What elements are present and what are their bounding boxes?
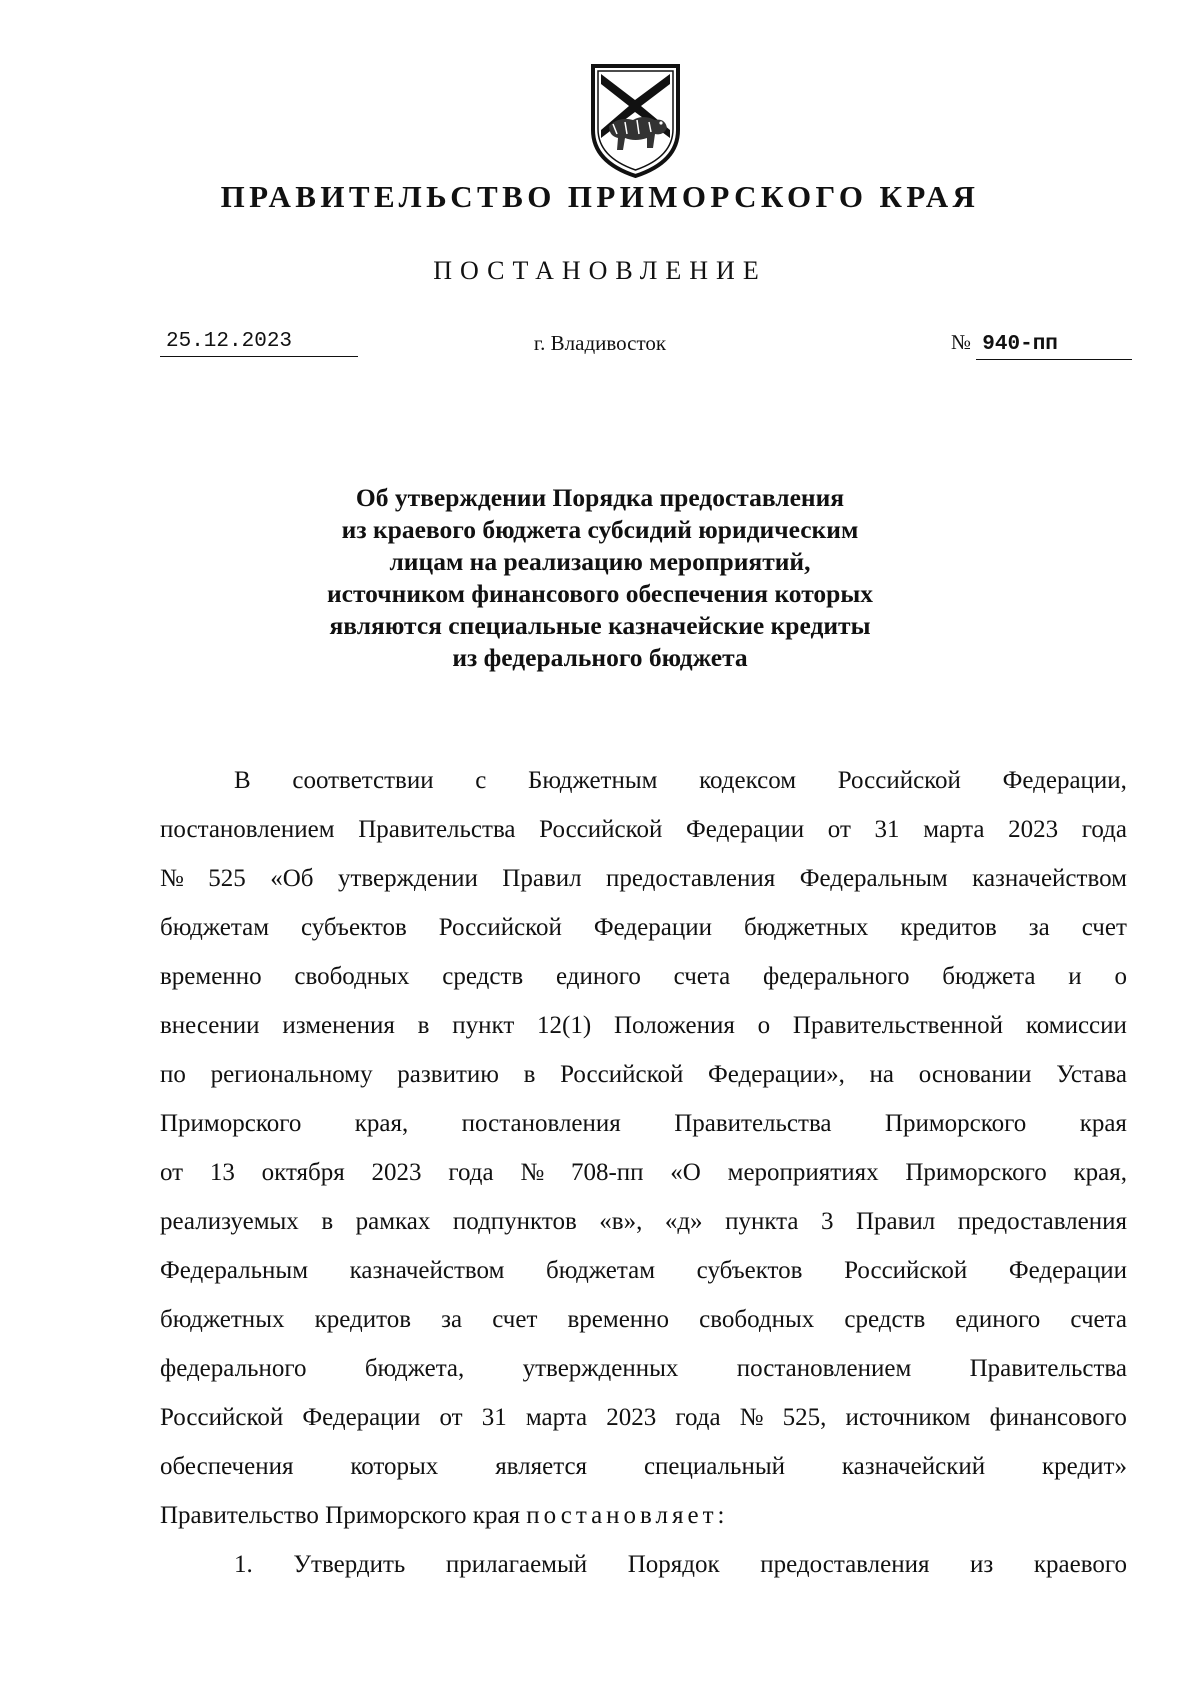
word: бюджетам: [160, 914, 270, 941]
organization-title: ПРАВИТЕЛЬСТВО ПРИМОРСКОГО КРАЯ: [220, 179, 980, 214]
word: субъектов: [696, 1257, 803, 1284]
word: по: [160, 1061, 186, 1088]
word: является: [495, 1453, 588, 1480]
word: года: [675, 1404, 721, 1431]
word: федерального: [160, 1355, 307, 1382]
body-line: [160, 1442, 1127, 1491]
word: от: [160, 1159, 184, 1186]
word: Федерации»,: [708, 1061, 845, 1088]
word: прилагаемый: [445, 1551, 588, 1578]
word: Правил: [502, 865, 582, 892]
word: утверждении: [337, 865, 478, 892]
word: «О: [670, 1159, 701, 1186]
word: 13: [209, 1159, 235, 1186]
word: предоставления: [957, 1208, 1127, 1235]
closing-decree-word: постановляет:: [526, 1502, 729, 1529]
word: в: [321, 1208, 334, 1235]
word: Правительства: [674, 1110, 832, 1137]
word: Федерации,: [1002, 767, 1127, 794]
word: марта: [923, 816, 985, 843]
word: 2023: [1008, 816, 1059, 843]
document-number: [951, 328, 1132, 360]
word: 31: [874, 816, 900, 843]
word: Порядок: [627, 1551, 720, 1578]
word: которых: [350, 1453, 439, 1480]
word: Федеральным: [160, 1257, 309, 1284]
word: утвержденных: [522, 1355, 679, 1382]
word: 708-пп: [570, 1159, 644, 1186]
word: Положения: [613, 1012, 735, 1039]
word: предоставления: [760, 1551, 930, 1578]
word: кредитов: [314, 1306, 412, 1333]
body-line: [160, 952, 1127, 1001]
word: 2023: [371, 1159, 422, 1186]
word: от: [827, 816, 851, 843]
word: Российской: [438, 914, 562, 941]
word: бюджетных: [160, 1306, 285, 1333]
word: Правил: [855, 1208, 936, 1235]
word: 1.: [234, 1551, 253, 1578]
heading-line: Об утверждении Порядка предоставления: [355, 483, 845, 512]
word: свободных: [699, 1306, 815, 1333]
word: основании: [918, 1061, 1032, 1088]
word: рамках: [355, 1208, 431, 1235]
word: №: [160, 865, 184, 892]
word: 525,: [782, 1404, 827, 1431]
word: кредитов: [900, 914, 997, 941]
word: Федеральным: [799, 865, 948, 892]
document-body: [160, 756, 1127, 1589]
word: №: [520, 1159, 545, 1186]
body-line: [160, 805, 1127, 854]
word: из: [970, 1551, 994, 1578]
word: изменения: [282, 1012, 395, 1039]
word: счет: [1081, 914, 1127, 941]
word: от: [439, 1404, 463, 1431]
word: Российской: [539, 816, 663, 843]
word: «д»: [664, 1208, 703, 1235]
word: о: [1114, 963, 1127, 990]
word: Федерации: [686, 816, 805, 843]
word: подпунктов: [452, 1208, 577, 1235]
word: Приморского: [884, 1110, 1027, 1137]
heading-line: из краевого бюджета субсидий юридическим: [341, 515, 859, 544]
word: обеспечения: [160, 1453, 294, 1480]
word: единого: [955, 1306, 1041, 1333]
word: кредит»: [1042, 1453, 1127, 1480]
word: бюджетных: [743, 914, 869, 941]
word: постановления: [461, 1110, 621, 1137]
word: реализуемых: [160, 1208, 299, 1235]
body-line: [160, 1001, 1127, 1050]
word: постановлением: [160, 816, 335, 843]
heading-line: источником финансового обеспечения которых: [326, 579, 874, 608]
word: Бюджетным: [528, 767, 658, 794]
document-heading: [0, 482, 1200, 674]
word: соответствии: [292, 767, 434, 794]
word: Приморского: [160, 1110, 302, 1137]
word: временно: [160, 963, 262, 990]
word: Федерации: [593, 914, 712, 941]
heading-line: лицам на реализацию мероприятий,: [389, 547, 811, 576]
word: года: [448, 1159, 494, 1186]
word: 3: [820, 1208, 834, 1235]
word: в: [417, 1012, 430, 1039]
word: в: [523, 1061, 536, 1088]
body-line: [160, 1295, 1127, 1344]
word: Приморского: [905, 1159, 1047, 1186]
body-line: [160, 756, 1127, 805]
word: субъектов: [301, 914, 407, 941]
word: марта: [525, 1404, 588, 1431]
word: казначейский: [841, 1453, 986, 1480]
word: Федерации: [1008, 1257, 1127, 1284]
word: мероприятиях: [727, 1159, 879, 1186]
body-line: [160, 1246, 1127, 1295]
word: постановлением: [736, 1355, 912, 1382]
heading-line: из федерального бюджета: [452, 643, 748, 672]
word: предоставления: [606, 865, 776, 892]
word: Российской: [160, 1404, 284, 1431]
word: пункт: [452, 1012, 515, 1039]
body-line: [160, 903, 1127, 952]
word: казначейством: [349, 1257, 505, 1284]
word: счета: [1070, 1306, 1127, 1333]
number-value: 940-пп: [976, 331, 1132, 360]
word: Утвердить: [293, 1551, 406, 1578]
word: федерального: [763, 963, 910, 990]
word: казначейством: [972, 865, 1127, 892]
word: В: [234, 767, 251, 794]
word: 2023: [606, 1404, 657, 1431]
word: 525: [208, 865, 246, 892]
word: комиссии: [1025, 1012, 1127, 1039]
word: временно: [567, 1306, 670, 1333]
word: Федерации: [302, 1404, 421, 1431]
body-line: [160, 1050, 1127, 1099]
word: специальный: [643, 1453, 786, 1480]
word: средств: [844, 1306, 926, 1333]
body-line: [160, 1393, 1127, 1442]
word: края,: [354, 1110, 409, 1137]
word: на: [869, 1061, 895, 1088]
word: единого: [555, 963, 641, 990]
word: счета: [673, 963, 731, 990]
word: Правительственной: [792, 1012, 1004, 1039]
word: Российской: [844, 1257, 968, 1284]
document-city: г. Владивосток: [533, 331, 667, 355]
word: края: [1079, 1110, 1127, 1137]
document-type: ПОСТАНОВЛЕНИЕ: [433, 256, 767, 285]
word: Правительства: [358, 816, 516, 843]
closing-line: [160, 1491, 1127, 1540]
word: 31: [481, 1404, 507, 1431]
closing-prefix: Правительство Приморского края: [160, 1502, 520, 1529]
word: за: [441, 1306, 463, 1333]
word: о: [757, 1012, 771, 1039]
body-line: [160, 1197, 1127, 1246]
word: Российской: [560, 1061, 684, 1088]
coat-of-arms-icon: [589, 60, 682, 178]
word: финансового: [989, 1404, 1127, 1431]
number-prefix: №: [951, 330, 972, 354]
word: с: [475, 767, 487, 794]
word: и: [1068, 963, 1082, 990]
word: Российской: [837, 767, 961, 794]
word: развитию: [397, 1061, 499, 1088]
word: региональному: [210, 1061, 373, 1088]
word: Правительства: [969, 1355, 1127, 1382]
body-line: [160, 1344, 1127, 1393]
word: октября: [261, 1159, 345, 1186]
document-date: 25.12.2023: [160, 328, 358, 357]
word: счет: [492, 1306, 538, 1333]
word: краевого: [1033, 1551, 1127, 1578]
word: бюджета: [942, 963, 1036, 990]
word: бюджетам: [546, 1257, 656, 1284]
word: 12(1): [537, 1012, 592, 1039]
word: бюджета,: [364, 1355, 465, 1382]
word: года: [1081, 816, 1127, 843]
word: «Об: [270, 865, 314, 892]
word: средств: [442, 963, 524, 990]
word: пункта: [725, 1208, 799, 1235]
item-1-line: [160, 1540, 1127, 1589]
heading-line: являются специальные казначейские кредиты: [329, 611, 871, 640]
word: №: [739, 1404, 764, 1431]
word: края,: [1073, 1159, 1127, 1186]
word: свободных: [294, 963, 410, 990]
word: внесении: [160, 1012, 260, 1039]
word: «в»,: [599, 1208, 643, 1235]
word: источником: [845, 1404, 971, 1431]
body-line: [160, 1099, 1127, 1148]
word: за: [1028, 914, 1050, 941]
word: кодексом: [699, 767, 797, 794]
body-line: [160, 1148, 1127, 1197]
word: Устава: [1056, 1061, 1127, 1088]
body-line: [160, 854, 1127, 903]
